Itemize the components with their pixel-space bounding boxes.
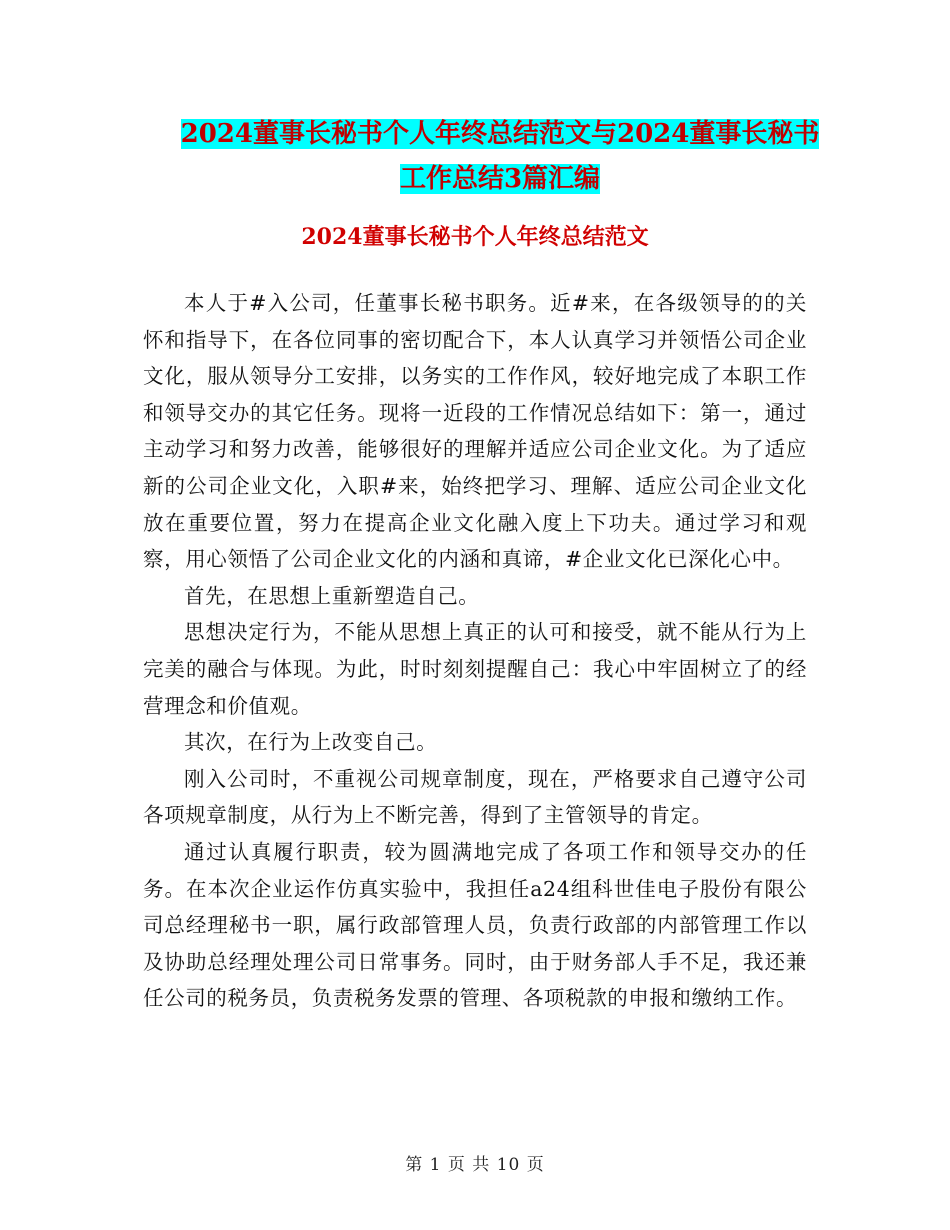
section-title: 2024董事长秘书个人年终总结范文 (301, 224, 649, 250)
document-title-line-1: 2024董事长秘书个人年终总结范文与2024董事长秘书 (180, 119, 820, 149)
paragraph-1: 本人于#入公司，任董事长秘书职务。近#来，在各级领导的的关怀和指导下，在各位同事的密切配合下，本人认真学习并领悟公司企业文化，服从领导分工安排，以务实的工作作风，较好地完成了本职工作和领导交办的其它任务。现将一近段的工作情况总结如下：第一，通过主动学习和努力改善，能够很好的理解并适应公司企业文化。为了适应新的公司企业文化，入职#来，始终把学习、理解、适应公司企业文化放在重要位置，努力在提高企业文化融入度上下功夫。通过学习和观察，用心领悟了公司企业文化的内涵和真谛，#企业文化已深化心中。 (143, 291, 807, 572)
paragraph-3: 思想决定行为，不能从思想上真正的认可和接受，就不能从行为上完美的融合与体现。为此，时时刻刻提醒自己：我心中牢固树立了的经营理念和价值观。 (143, 620, 807, 718)
paragraph-2: 首先，在思想上重新塑造自己。 (184, 583, 480, 608)
paragraph-5: 刚入公司时，不重视公司规章制度，现在，严格要求自己遵守公司各项规章制度，从行为上不断完善，得到了主管领导的肯定。 (143, 766, 807, 828)
page-number: 第 1 页 共 10 页 (405, 1155, 545, 1175)
paragraph-6: 通过认真履行职责，较为圆满地完成了各项工作和领导交办的任务。在本次企业运作仿真实验中，我担任a24组科世佳电子股份有限公司总经理秘书一职，属行政部管理人员，负责行政部的内部管理工作以及协助总经理处理公司日常事务。同时，由于财务部人手不足，我还兼任公司的税务员，负责税务发票的管理、各项税款的申报和缴纳工作。 (143, 839, 807, 1011)
paragraph-4: 其次，在行为上改变自己。 (184, 730, 438, 755)
document-title (140, 112, 860, 202)
document-title-line-2: 工作总结3篇汇编 (399, 164, 601, 194)
page-footer (0, 1150, 950, 1180)
body-text (143, 285, 807, 1017)
